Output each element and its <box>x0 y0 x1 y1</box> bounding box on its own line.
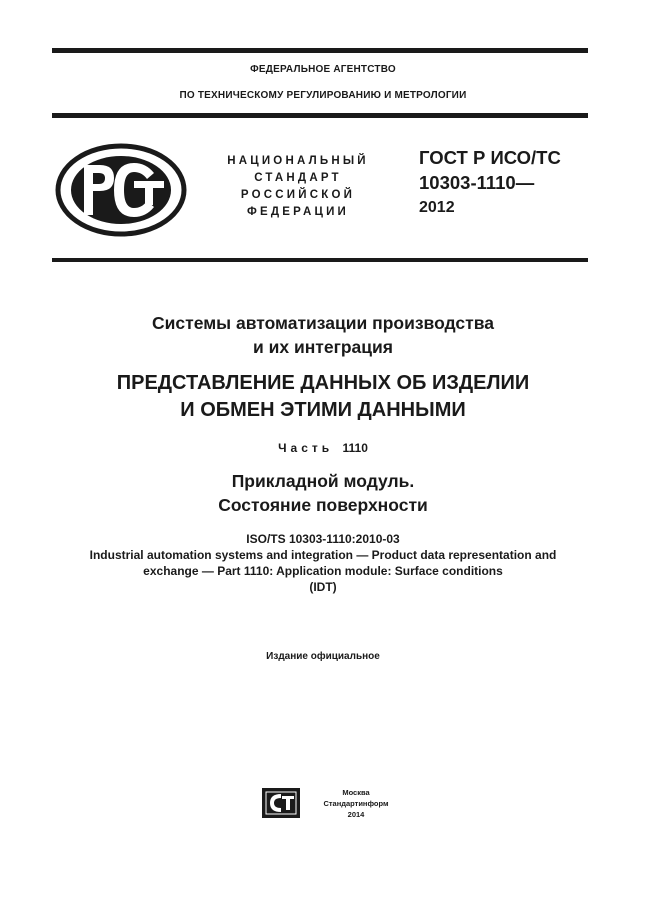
top-rule <box>52 48 588 53</box>
designation-line-1: ГОСТ Р ИСО/ТС <box>419 147 561 168</box>
national-line-3: РОССИЙСКОЙ <box>240 189 356 201</box>
agency-line-2: ПО ТЕХНИЧЕСКОМУ РЕГУЛИРОВАНИЮ И МЕТРОЛОГИИ <box>179 90 467 101</box>
gost-r-logo-icon <box>54 143 188 237</box>
edition-label: Издание официальное <box>266 651 380 662</box>
title-line-2: и их интеграция <box>252 337 394 357</box>
subtitle-line-1: Прикладной модуль. <box>231 471 415 491</box>
national-line-4: ФЕДЕРАЦИИ <box>246 206 350 218</box>
part-number: 1110 <box>342 441 368 455</box>
national-line-2: СТАНДАРТ <box>254 172 342 184</box>
header-rule <box>52 113 588 118</box>
iso-code: ISO/TS 10303-1110:2010-03 <box>246 532 400 546</box>
iso-title-line-1: Industrial automation systems and integration — Product data representation and <box>89 548 557 562</box>
iso-idt: (IDT) <box>309 580 337 594</box>
main-title-line-2: И ОБМЕН ЭТИМИ ДАННЫМИ <box>180 399 466 421</box>
designation-line-2: 10303-1110— <box>419 172 535 193</box>
designation-year: 2012 <box>419 199 455 216</box>
publisher-block <box>306 787 406 820</box>
part-word: Часть <box>278 441 334 455</box>
part-label <box>0 441 646 455</box>
agency-line-1: ФЕДЕРАЛЬНОЕ АГЕНТСТВО <box>250 64 396 75</box>
publisher-city: Москва <box>342 788 370 797</box>
national-line-1: НАЦИОНАЛЬНЫЙ <box>227 155 369 167</box>
publisher-name: Стандартинформ <box>323 799 389 808</box>
standard-designation <box>419 145 599 220</box>
title-line-1: Системы автоматизации производства <box>152 313 494 333</box>
national-standard-block <box>200 153 396 221</box>
standartinform-logo-icon <box>262 788 300 818</box>
subtitle-line-2: Состояние поверхности <box>218 495 428 515</box>
title-rule <box>52 258 588 262</box>
publisher-year: 2014 <box>347 810 365 819</box>
iso-title-line-2: exchange — Part 1110: Application module: Surface conditions <box>143 564 503 578</box>
main-title-line-1: ПРЕДСТАВЛЕНИЕ ДАННЫХ ОБ ИЗДЕЛИИ <box>116 372 530 394</box>
